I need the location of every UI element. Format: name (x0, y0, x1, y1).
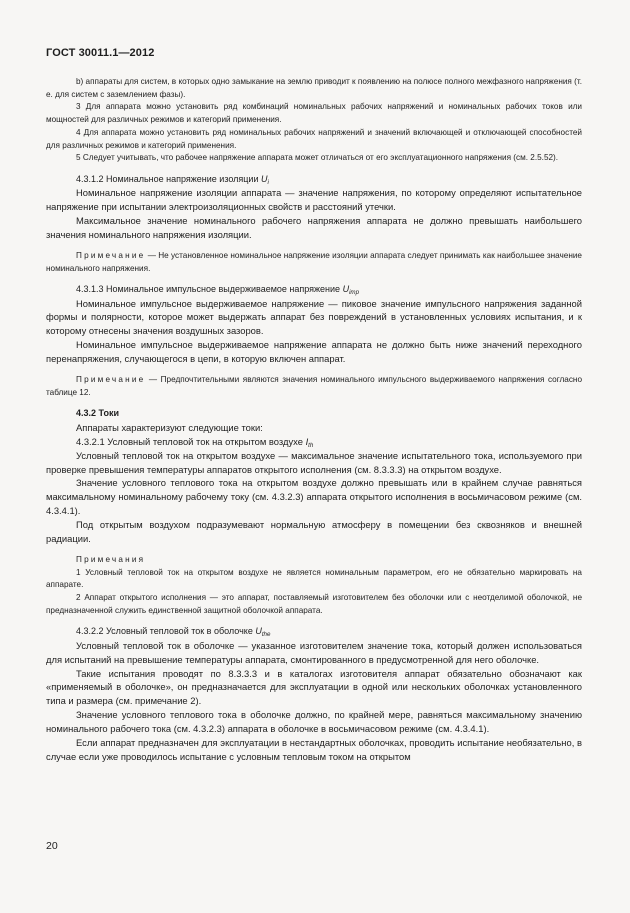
section-heading-4-3-1-3 (46, 283, 582, 296)
paragraph: Номинальное напряжение изоляции аппарата — значение напряжения, по которому определяют испытательное напряжение при испытании электроизоляционных свойств и расстояний утечки. (46, 187, 582, 213)
paragraph: Аппараты характеризуют следующие токи: (76, 421, 263, 433)
note-text: — Не установленное номинальное напряжение изоляции аппарата следует принимать как наибольшее значение номинального напряжения. (46, 250, 582, 273)
section-heading-4-3-2-2 (46, 625, 582, 638)
paragraph: Номинальное импульсное выдерживаемое напряжение аппарата не должно быть ниже значений переходного перенапряжения, случающегося в цепи, в которую включен аппарат. (46, 339, 582, 365)
list-item-b: b) аппараты для систем, в которых одно замыкание на землю приводит к появлению на полюсе полного межфазного напряжения (т. е. для систем с заземлением фазы). (46, 77, 582, 99)
note-1: 1 Условный тепловой ток на открытом воздухе не является номинальным параметром, его не обязательно маркировать на аппарате. (46, 567, 582, 590)
symbol: U (342, 284, 350, 295)
page-body (46, 76, 582, 764)
subscript: th (308, 441, 314, 449)
section-heading-4-3-2: 4.3.2 Токи (76, 408, 119, 419)
subscript: imp (349, 289, 360, 297)
symbol: U (261, 173, 268, 184)
paragraph: Значение условного теплового тока на открытом воздухе должно превышать или в крайнем случае равняться максимальному номинальному рабочему току (см. 4.3.2.3) аппарата открытого исполнения в восьмичасовом режиме (см. 4.3.4.1). (46, 477, 582, 517)
paragraph: Условный тепловой ток на открытом воздухе — максимальное значение испытательного тока, используемого при проверке превышения температуры аппаратов открытого исполнения (см. 8.3.3.3) на открытом воздухе. (46, 449, 582, 475)
note-label: Примечание (76, 375, 146, 385)
subscript: i (267, 178, 269, 186)
paragraph: Под открытым воздухом подразумевают нормальную атмосферу в помещении без сквозняков и внешней радиации. (46, 519, 582, 545)
paragraph: Такие испытания проводят по 8.3.3.3 и в каталогах изготовителя аппарат обязательно обозначают как «применяемый в оболочке», он предназначается для эксплуатации в одной или нескольких оболочках установленного типа и размера (см. примечание 2). (46, 667, 582, 707)
section-heading-4-3-2-1 (46, 435, 582, 449)
heading-text: 4.3.1.3 Номинальное импульсное выдерживаемое напряжение (76, 284, 343, 295)
subscript: the (261, 631, 271, 639)
paragraph: Условный тепловой ток в оболочке — указанное изготовителем значение тока, который должен использоваться для испытаний на превышение температуры аппарата, смонтированного в предусмотренной для него оболочке. (46, 639, 582, 665)
heading-text: 4.3.2.2 Условный тепловой ток в оболочке (76, 626, 256, 637)
paragraph: Значение условного теплового тока в оболочке должно, по крайней мере, равняться максимальному значению номинального рабочего тока (см. 4.3.2.3) аппарата в оболочке в восьмичасовом режиме (см. 4.3.4.1). (46, 709, 582, 735)
note-4: 4 Для аппарата можно установить ряд номинальных рабочих напряжений и значений включающей и отключающей способностей для различных режимов и категорий применения. (46, 127, 582, 150)
symbol: U (255, 626, 262, 637)
notes-heading: Примечания (76, 554, 146, 564)
note-2: 2 Аппарат открытого исполнения — это аппарат, поставляемый изготовителем без оболочки или с неотделимой оболочкой, не предназначенной служить единственной защитной оболочкой аппарата. (46, 593, 582, 615)
note-paragraph (46, 250, 582, 275)
note-3: 3 Для аппарата можно установить ряд комбинаций номинальных рабочих напряжений и номинальных рабочих токов или мощностей для различных режимов и категорий применения. (46, 102, 582, 125)
paragraph: Если аппарат предназначен для эксплуатации в нестандартных оболочках, проводить испытание необязательно, в случае если уже проводилось испытание с условным тепловым током на открытом (46, 737, 582, 762)
page-number: 20 (46, 840, 58, 852)
document-code: ГОСТ 30011.1—2012 (46, 47, 155, 59)
note-5: 5 Следует учитывать, что рабочее напряжение аппарата может отличаться от его эксплуатационного напряжения (см. 2.5.52). (76, 153, 559, 163)
section-heading-4-3-1-2 (46, 173, 582, 186)
note-paragraph (46, 374, 582, 399)
symbol: I (305, 435, 309, 447)
note-label: Примечание (76, 250, 146, 260)
paragraph: Максимальное значение номинального рабочего напряжения аппарата не должно превышать наибольшего значения номинального напряжения изоляции. (46, 215, 582, 240)
heading-text: 4.3.2.1 Условный тепловой ток на открытом воздухе (76, 435, 306, 447)
note-text: — Предпочтительными являются значения номинального импульсного выдерживаемого напряжения согласно таблице 12. (46, 375, 582, 397)
heading-text: 4.3.1.2 Номинальное напряжение изоляции (76, 173, 261, 184)
paragraph: Номинальное импульсное выдерживаемое напряжение — пиковое значение импульсного напряжения заданной формы и полярности, которое может выдержать аппарат без повреждений в установленных условиях испытания, и к которому отнесены значения воздушных зазоров. (46, 297, 582, 337)
